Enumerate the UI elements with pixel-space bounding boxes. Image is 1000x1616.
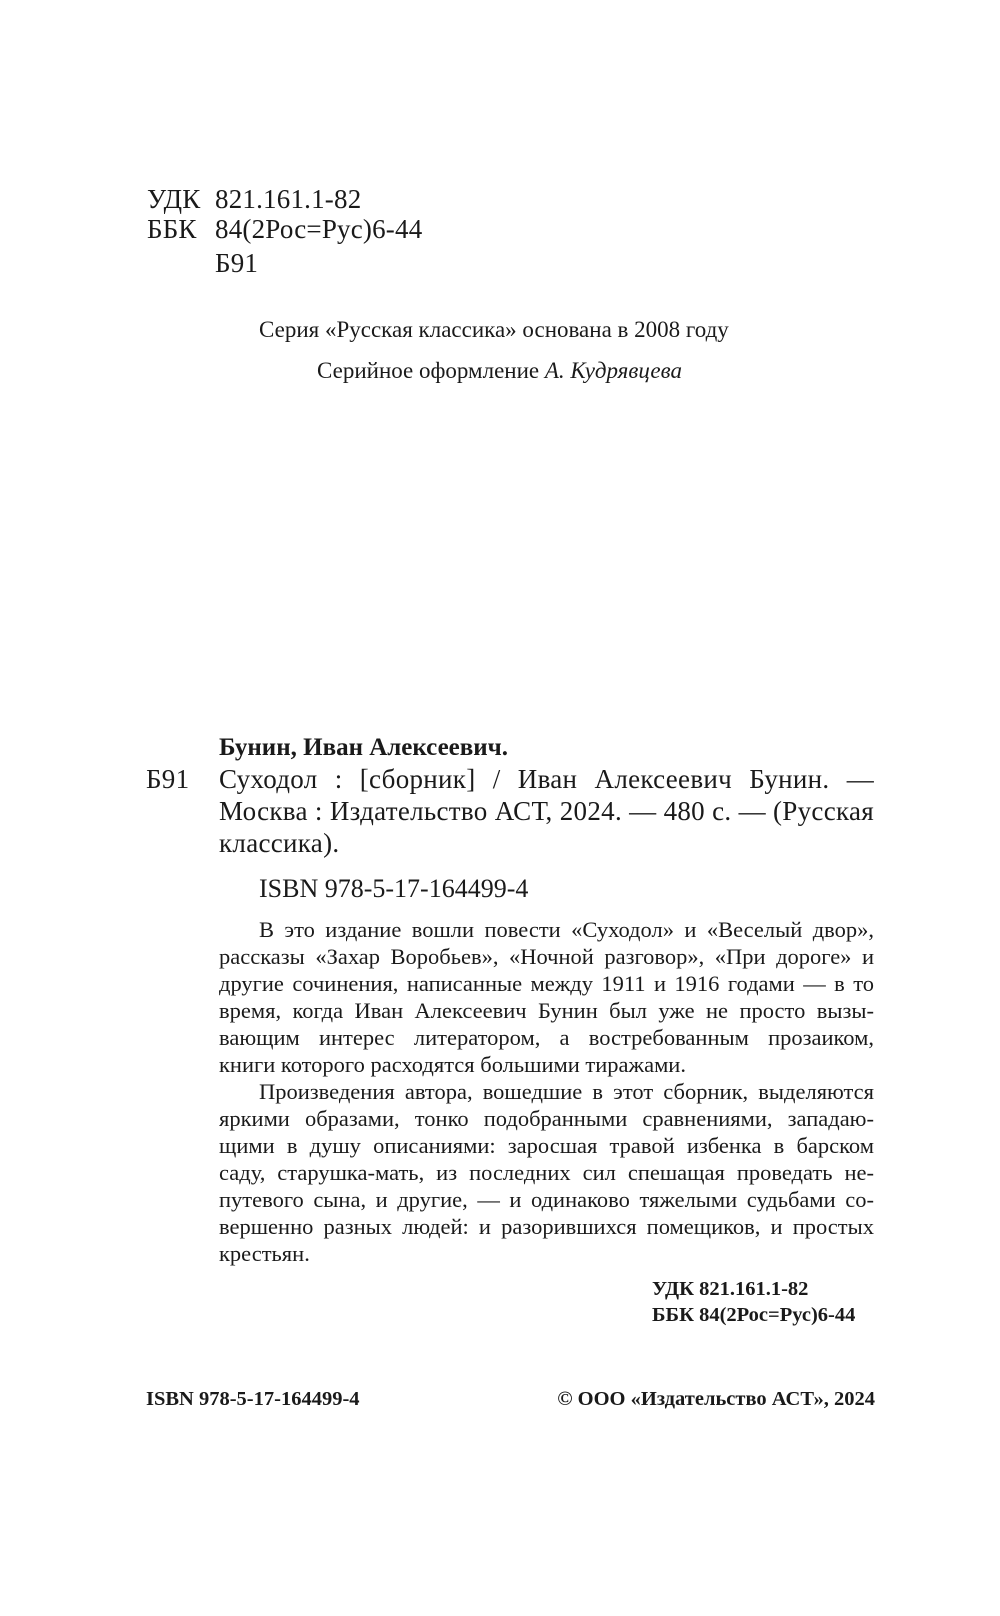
udk-label: УДК (147, 184, 201, 214)
bbk-label: ББК (147, 214, 197, 244)
bib-line-2: Москва : Издательство АСТ, 2024. — 480 с. — (Русская (219, 796, 874, 826)
annotation-line: вающим интерес литератором, а востребованным прозаиком, (219, 1025, 874, 1050)
series-founded: Серия «Русская классика» основана в 2008 году (259, 317, 729, 342)
annotation-line: Произведения автора, вошедшие в этот сборник, выделяются (259, 1079, 874, 1104)
bib-line-1: Суходол : [сборник] / Иван Алексеевич Бунин. — (219, 764, 874, 794)
udk-value: 821.161.1-82 (215, 184, 362, 214)
udk-code-bottom: УДК 821.161.1-82 (652, 1278, 809, 1300)
isbn-main: ISBN 978-5-17-164499-4 (259, 874, 529, 903)
series-design-prefix: Серийное оформление (317, 358, 540, 383)
annotation-line: вершенно разных людей: и разорившихся помещиков, и простых (219, 1214, 874, 1239)
annotation-line: В это издание вошли повести «Суходол» и «Веселый двор», (259, 917, 874, 942)
author-mark: Б91 (146, 764, 190, 794)
author-mark-top: Б91 (215, 248, 259, 278)
footer-copyright: © ООО «Издательство АСТ», 2024 (557, 1388, 875, 1410)
bbk-code-bottom: ББК 84(2Рос=Рус)6-44 (652, 1304, 856, 1326)
annotation-line: другие сочинения, написанные между 1911 и 1916 годами — в то (219, 971, 874, 996)
udk-code (147, 184, 361, 215)
annotation-line: время, когда Иван Алексеевич Бунин был уже не просто вызы- (219, 998, 874, 1023)
annotation-line: книги которого расходятся большими тиражами. (219, 1052, 686, 1077)
annotation-line: путевого сына, и другие, — и одинаково тяжелыми судьбами со- (219, 1187, 874, 1212)
annotation-line: рассказы «Захар Воробьев», «Ночной разговор», «При дороге» и (219, 944, 874, 969)
series-design (317, 358, 682, 384)
author-heading: Бунин, Иван Алексеевич. (219, 734, 509, 761)
annotation-line: яркими образами, тонко подобранными сравнениями, западаю- (219, 1106, 874, 1131)
annotation-line: крестьян. (219, 1241, 310, 1266)
bbk-code (147, 214, 422, 245)
annotation-line: саду, старушка-мать, из последних сил спешащая проведать не- (219, 1160, 874, 1185)
bbk-value: 84(2Рос=Рус)6-44 (215, 214, 423, 244)
bib-line-3: классика). (219, 828, 340, 858)
series-design-author: А. Кудрявцева (544, 358, 682, 383)
footer-isbn: ISBN 978-5-17-164499-4 (146, 1388, 360, 1410)
annotation-line: щими в душу описаниями: заросшая травой избенка в барском (219, 1133, 874, 1158)
